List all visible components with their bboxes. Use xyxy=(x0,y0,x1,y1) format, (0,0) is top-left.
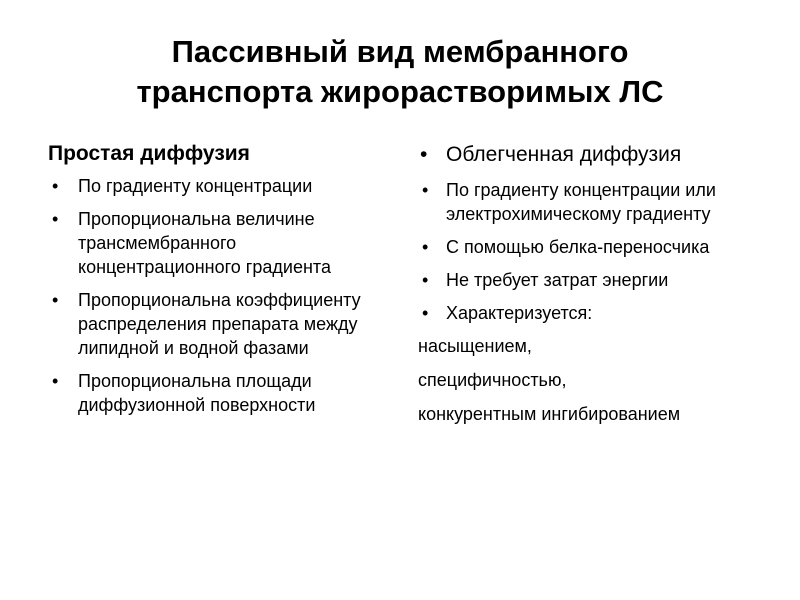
bullet-icon: • xyxy=(422,270,429,290)
facilitated-diffusion-heading-text: Облегченная диффузия xyxy=(446,143,682,166)
list-item xyxy=(48,369,393,417)
simple-diffusion-column xyxy=(48,140,393,426)
list-item-text: С помощью белка-переносчика xyxy=(446,237,710,257)
list-item-text: По градиенту концентрации или электрохимическому градиенту xyxy=(446,180,716,224)
bullet-icon: • xyxy=(420,143,428,166)
list-item xyxy=(418,178,778,226)
characteristic-competitive-inhibition: конкурентным ингибированием xyxy=(418,404,681,424)
list-item xyxy=(48,174,393,198)
facilitated-diffusion-list xyxy=(418,178,778,325)
list-item xyxy=(48,288,393,360)
bullet-icon: • xyxy=(422,180,429,200)
bullet-icon: • xyxy=(52,371,59,391)
bullet-icon: • xyxy=(52,290,59,310)
bullet-icon: • xyxy=(52,176,59,196)
bullet-icon: • xyxy=(52,209,59,229)
characteristic-specificity: специфичностью, xyxy=(418,370,567,390)
title-line-1: Пассивный вид мембранного xyxy=(171,34,629,69)
list-item-text: По градиенту концентрации xyxy=(78,176,313,196)
simple-diffusion-heading: Простая диффузия xyxy=(48,142,250,165)
list-item xyxy=(48,207,393,279)
slide-title xyxy=(0,32,800,112)
list-item xyxy=(418,301,778,325)
facilitated-diffusion-heading xyxy=(418,140,778,170)
list-item-text: Не требует затрат энергии xyxy=(446,270,669,290)
list-item xyxy=(418,235,778,259)
list-item-text: Пропорциональна коэффициенту распределения препарата между липидной и водной фазами xyxy=(78,290,361,358)
list-item-text: Характеризуется: xyxy=(446,303,593,323)
characteristic-saturation: насыщением, xyxy=(418,336,532,356)
facilitated-diffusion-column xyxy=(418,140,778,436)
list-item xyxy=(418,268,778,292)
simple-diffusion-list xyxy=(48,174,393,417)
list-item-text: Пропорциональна величине трансмембранного концентрационного градиента xyxy=(78,209,331,277)
title-line-2: транспорта жирорастворимых ЛС xyxy=(136,74,664,109)
bullet-icon: • xyxy=(422,303,429,323)
bullet-icon: • xyxy=(422,237,429,257)
list-item-text: Пропорциональна площади диффузионной поверхности xyxy=(78,371,316,415)
